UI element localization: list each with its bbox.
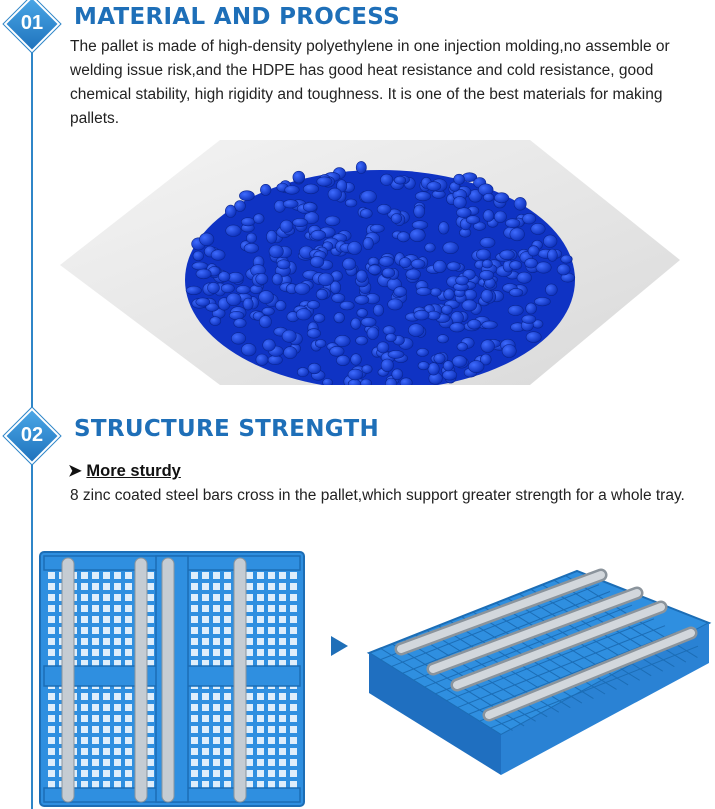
section-paragraph: The pallet is made of high-density polyethylene in one injection molding,no assemble or welding issue risk,and the HDPE has good heat resistance and cold resistance, good chemical stability, high rigidity and toughness. It is one of the best materials for making pallets. [70,38,670,127]
subheading-label: More sturdy [86,462,181,480]
section-number: 02 [20,424,44,446]
hdpe-pellets-image [60,140,680,385]
subheading [68,461,181,481]
pallet-top-view-image [38,550,306,808]
section-title: STRUCTURE STRENGTH [74,416,380,442]
section-number: 01 [20,12,44,34]
section-paragraph: 8 zinc coated steel bars cross in the pallet,which support greater strength for a whole tray. [70,487,685,504]
section-title: MATERIAL AND PROCESS [74,4,400,30]
pallet-isometric-image [365,565,713,780]
arrow-bullet-icon: ➤ [68,462,82,480]
play-arrow-icon [331,636,348,656]
